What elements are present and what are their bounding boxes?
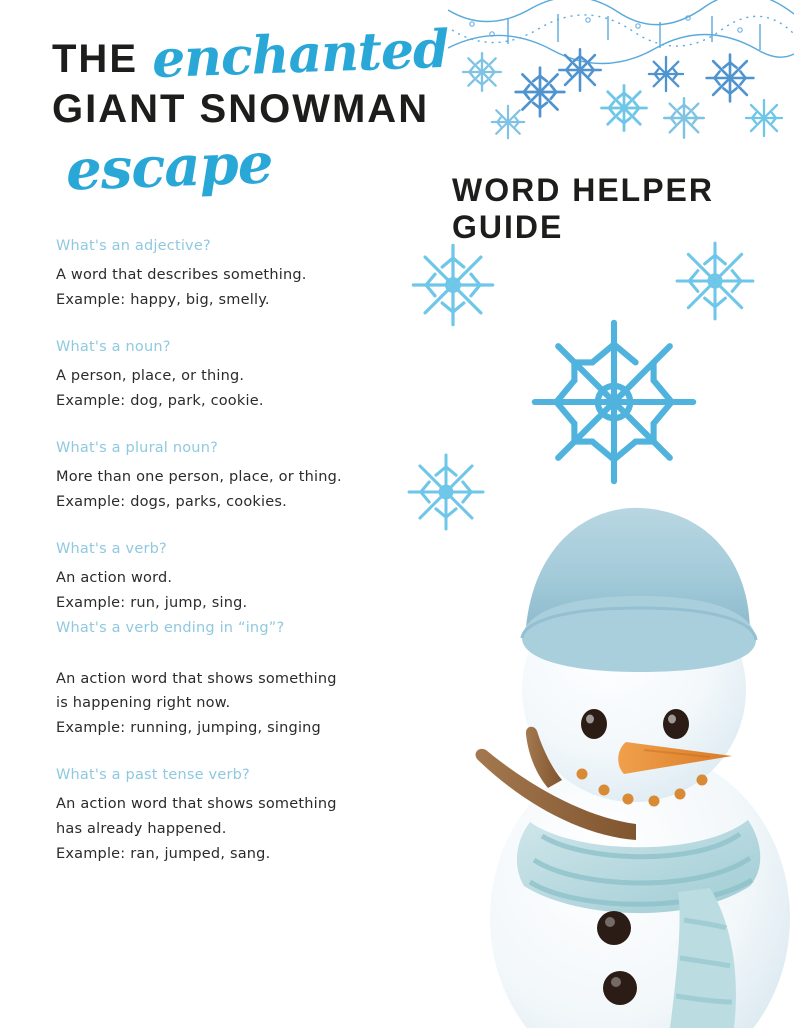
definition-answer: An action word that shows something [56, 670, 337, 687]
snowflake-garland-icon [448, 0, 794, 170]
definition-question: What's a plural noun? [56, 439, 218, 456]
definition-answer: A word that describes something. [56, 267, 307, 283]
definition-example: Example: ran, jumped, sang. [56, 846, 271, 863]
definition-question: What's a verb ending in “ing”? [56, 619, 285, 636]
definition-answer: An action word. [56, 569, 173, 586]
title-line-1 [52, 18, 472, 91]
snowflake-small-left-icon [408, 240, 498, 330]
definitions-list [56, 238, 386, 893]
definition-adjective [56, 238, 386, 313]
title-word-escape: escape [64, 130, 274, 204]
definition-answer-line-2: has already happened. [56, 821, 227, 838]
title-line-2: GIANT SNOWMAN [52, 87, 430, 131]
definition-answer: An action word that shows something [56, 796, 337, 813]
spacer [56, 645, 386, 667]
snowman-illustration [464, 488, 794, 1028]
snowflake-large-center-icon [524, 312, 704, 492]
definition-noun [56, 339, 386, 414]
definition-question: What's a verb? [56, 540, 167, 557]
page-title [52, 18, 472, 204]
definition-answer: A person, place, or thing. [56, 367, 245, 384]
definition-question: What's an adjective? [56, 238, 211, 254]
definition-verb-ing [56, 620, 386, 742]
definition-example: Example: run, jump, sing. [56, 594, 248, 611]
definition-question: What's a noun? [56, 338, 171, 355]
definition-example: Example: happy, big, smelly. [56, 291, 270, 308]
definition-verb [56, 541, 386, 616]
definition-example: Example: running, jumping, singing [56, 720, 321, 737]
definition-example: Example: dog, park, cookie. [56, 392, 264, 409]
definition-past-tense-verb [56, 767, 386, 867]
definition-answer: More than one person, place, or thing. [56, 468, 342, 485]
definition-question: What's a past tense verb? [56, 767, 250, 784]
definition-example: Example: dogs, parks, cookies. [56, 493, 287, 510]
subtitle: WORD HELPER GUIDE [452, 172, 714, 245]
definition-answer-line-2: is happening right now. [56, 695, 231, 712]
definition-plural-noun [56, 440, 386, 515]
title-word-the: THE [52, 37, 138, 81]
title-word-enchanted: enchanted [151, 18, 450, 91]
